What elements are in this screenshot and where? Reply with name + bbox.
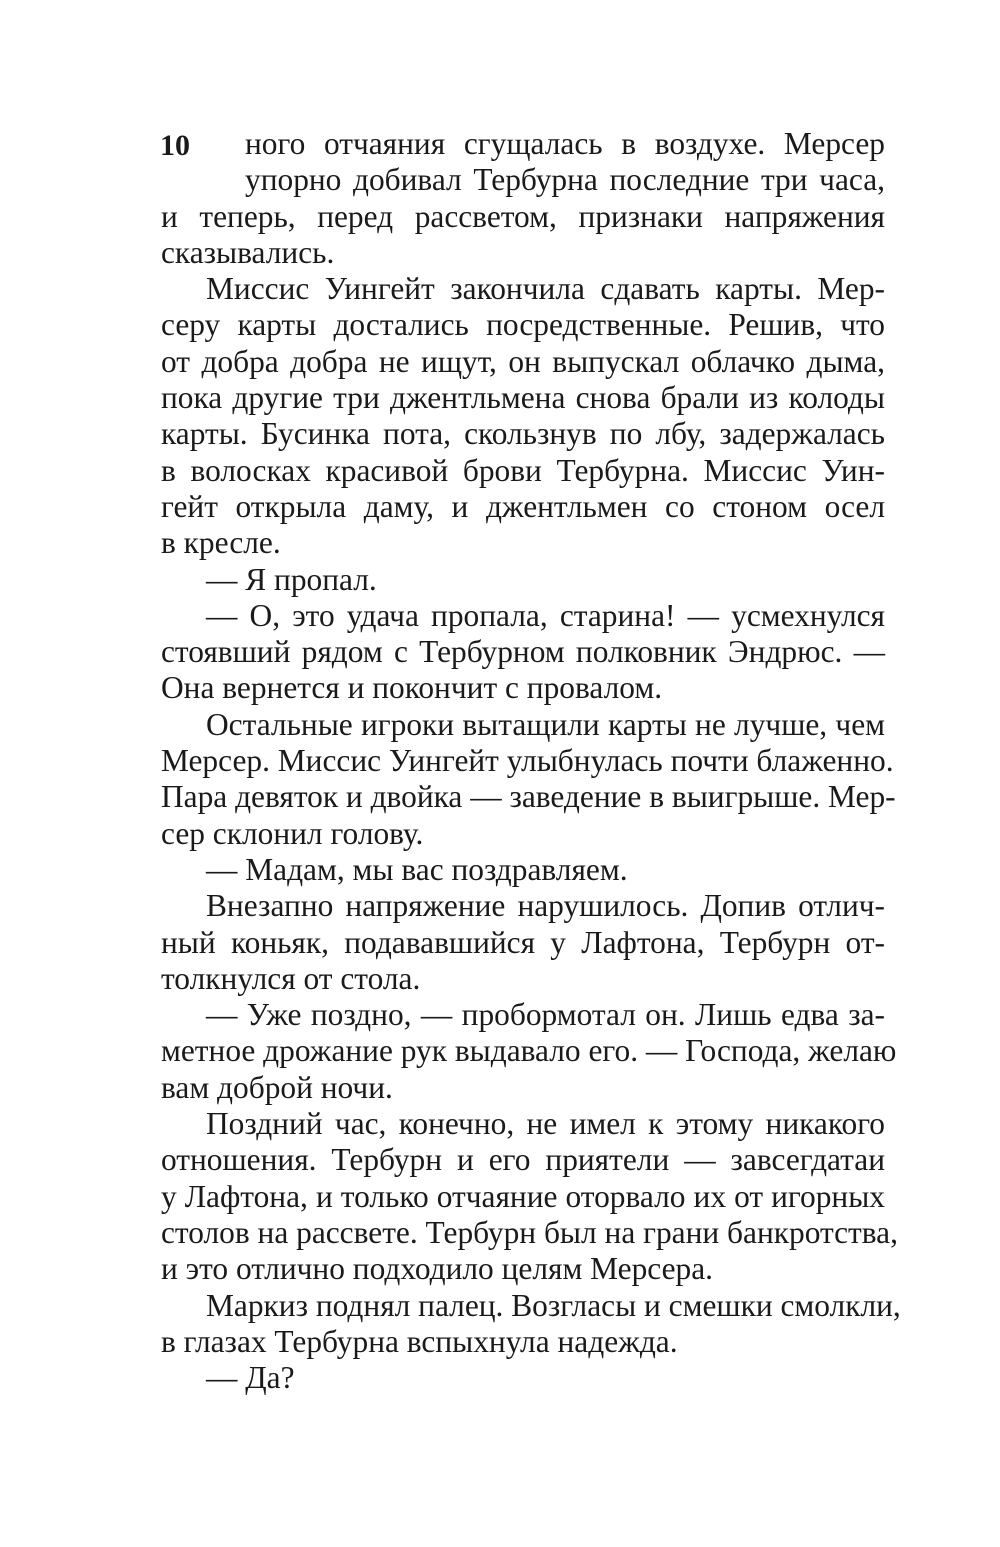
text-line: вам доброй ночи. [161, 1069, 393, 1105]
text-line: — Мадам, мы вас поздравляем. [206, 851, 628, 887]
text-line: карты. Бусинка пота, скользнув по лбу, задержалась [161, 416, 885, 452]
text-line: серу карты достались посредственные. Решив, что [161, 307, 885, 343]
text-line: и теперь, перед рассветом, признаки напряжения [161, 198, 885, 234]
text-line: в кресле. [161, 525, 281, 561]
text-line: в волосках красивой брови Тербурна. Миссис Уин- [161, 452, 885, 488]
text-line: — О, это удача пропала, старина! — усмехнулся [206, 597, 885, 633]
text-line: Маркиз поднял палец. Возгласы и смешки смолкли, [206, 1287, 901, 1323]
text-line: Миссис Уингейт закончила сдавать карты. Мер- [206, 271, 885, 307]
text-line: Поздний час, конечно, не имел к этому никакого [206, 1106, 885, 1142]
text-line: от добра добра не ищут, он выпускал облачко дыма, [161, 343, 885, 379]
text-line: толкнулся от стола. [161, 960, 421, 996]
text-line: в глазах Тербурна вспыхнула надежда. [161, 1323, 678, 1359]
text-line: упорно добивал Тербурна последние три часа, [245, 162, 885, 198]
text-line: ного отчаяния сгущалась в воздухе. Мерсер [245, 126, 885, 161]
text-line: Она вернется и покончит с провалом. [161, 670, 663, 706]
text-line: Мерсер. Миссис Уингейт улыбнулась почти блаженно. [161, 743, 894, 779]
text-line: у Лафтона, и только отчаяние оторвало их от игорных [161, 1178, 885, 1214]
text-line: — Я пропал. [206, 561, 377, 597]
text-line: стоявший рядом с Тербурном полковник Эндрюс. — [161, 634, 885, 670]
text-line: — Уже поздно, — пробормотал он. Лишь едва за- [206, 997, 885, 1033]
text-line: гейт открыла даму, и джентльмен со стоном осел [161, 488, 885, 524]
text-line: столов на рассвете. Тербурн был на грани банкротства, [161, 1214, 898, 1250]
text-line: Внезапно напряжение нарушилось. Допив отлич- [206, 888, 885, 924]
text-line: сер склонил голову. [161, 815, 424, 851]
body-text [161, 126, 901, 1396]
text-line: сказывались. [161, 234, 335, 270]
text-line: отношения. Тербурн и его приятели — завсегдатаи [161, 1142, 885, 1178]
page-number: 10 [160, 129, 190, 162]
text-line: ный коньяк, подававшийся у Лафтона, Тербурн от- [161, 924, 885, 960]
text-line: и это отлично подходило целям Мерсера. [161, 1251, 714, 1287]
text-line: Пара девяток и двойка — заведение в выигрыше. Мер- [161, 779, 896, 815]
text-line: пока другие три джентльмена снова брали из колоды [161, 380, 885, 416]
text-line: метное дрожание рук выдавало его. — Господа, желаю [161, 1033, 897, 1069]
text-line: Остальные игроки вытащили карты не лучше, чем [206, 706, 885, 742]
text-line: — Да? [206, 1360, 295, 1396]
